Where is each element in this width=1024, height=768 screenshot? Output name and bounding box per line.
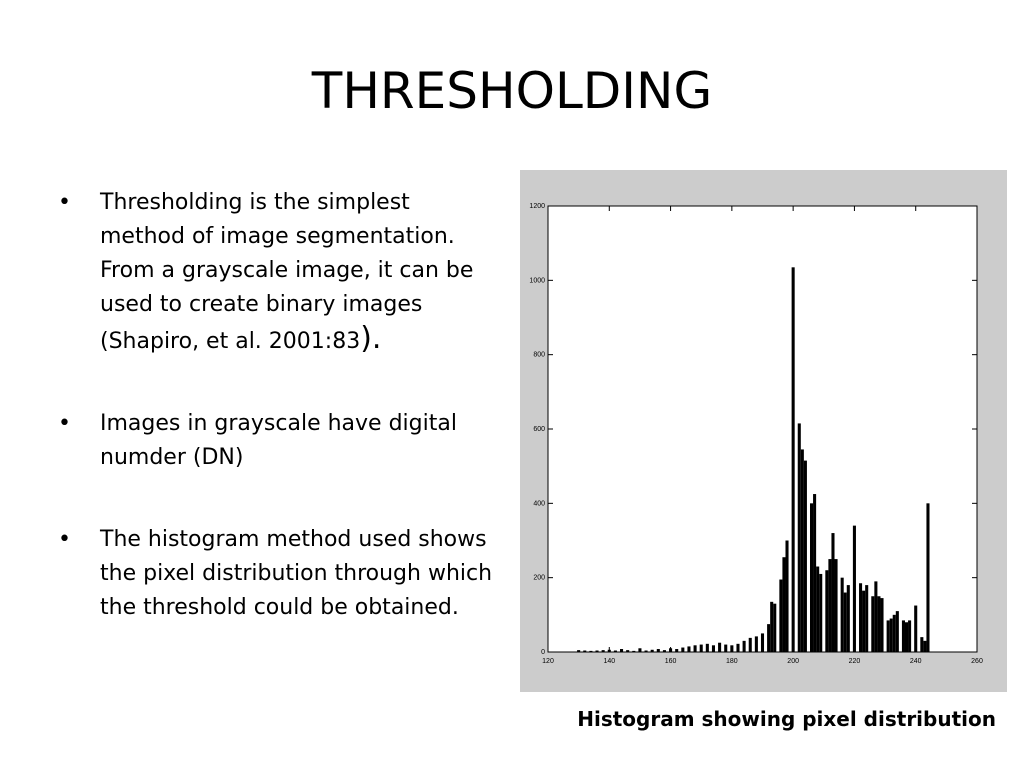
histogram-bar [887, 620, 890, 652]
histogram-bar [841, 578, 844, 652]
histogram-bar [825, 570, 828, 652]
y-tick-label: 600 [533, 426, 545, 433]
histogram-bar [651, 650, 654, 652]
bullet-item-thresholding [58, 186, 498, 359]
histogram-bar [828, 559, 831, 652]
histogram-bar [905, 622, 908, 652]
histogram-bar [712, 645, 715, 652]
y-tick-label: 1000 [529, 277, 545, 285]
figure-caption: Histogram showing pixel distribution [577, 707, 996, 731]
histogram-bar [743, 641, 746, 652]
histogram-bar [755, 636, 758, 652]
histogram-bar [880, 598, 883, 652]
y-tick-label: 0 [541, 649, 545, 656]
histogram-bar [681, 648, 684, 652]
histogram-bar [718, 643, 721, 652]
histogram-bar [694, 645, 697, 652]
histogram-bar [835, 559, 838, 652]
histogram-bar [831, 533, 834, 652]
histogram-bar [844, 593, 847, 652]
bullet-dot: • [58, 527, 71, 552]
histogram-bar [804, 461, 807, 652]
histogram-bar [577, 650, 580, 652]
histogram-bar [908, 620, 911, 652]
histogram-bar [645, 651, 648, 652]
histogram-bar [785, 541, 788, 653]
plot-area [548, 206, 977, 652]
x-tick-label: 220 [848, 658, 861, 665]
histogram-bar [779, 580, 782, 652]
histogram-bar [706, 644, 709, 652]
x-tick-label: 200 [787, 658, 799, 665]
bullet-text: The histogram method used shows the pixel distribution through which the threshold could be obtained. [100, 527, 493, 620]
histogram-bar [602, 650, 605, 652]
y-tick-label: 200 [533, 574, 545, 582]
histogram-bar [614, 651, 617, 652]
bullet-text: Images in grayscale have digital numder (DN) [100, 411, 457, 470]
histogram-bar [853, 526, 856, 652]
bullet-dot: • [58, 190, 71, 215]
histogram-bar [589, 651, 592, 652]
histogram-bar [859, 583, 862, 652]
histogram-bar [926, 503, 929, 652]
histogram-chart [520, 170, 1007, 692]
y-tick-label: 800 [533, 351, 545, 359]
y-tick-label: 400 [533, 500, 545, 508]
y-tick-label: 1200 [529, 203, 545, 210]
histogram-bar [877, 596, 880, 652]
histogram-bar [632, 651, 635, 652]
histogram-bar [749, 638, 752, 652]
x-tick-label: 140 [603, 658, 616, 665]
histogram-bar [923, 641, 926, 652]
x-tick-label: 120 [542, 658, 554, 665]
bullet-text: Thresholding is the simplest method of image segmentation. From a grayscale image, it can be used to create binary images (Shapiro, et al. 2001:83 [100, 190, 474, 354]
histogram-bar [767, 624, 770, 652]
histogram-bar [902, 620, 905, 652]
histogram-bar [813, 494, 816, 652]
histogram-bar [782, 557, 785, 652]
histogram-bar [810, 503, 813, 652]
x-tick-label: 260 [971, 658, 983, 665]
histogram-bar [773, 604, 776, 652]
slide-title: THRESHOLDING [311, 62, 713, 120]
histogram-bar [663, 650, 666, 652]
x-tick-label: 180 [726, 658, 738, 665]
histogram-bar [700, 645, 703, 652]
bullet-list [58, 186, 498, 673]
histogram-bar [914, 606, 917, 652]
bullet-item-grayscale [58, 407, 498, 475]
histogram-bar [724, 645, 727, 652]
bullet-dot: • [58, 411, 71, 436]
histogram-bar [896, 611, 899, 652]
histogram-bar [761, 633, 764, 652]
x-tick-label: 240 [909, 658, 922, 665]
histogram-bar [874, 581, 877, 652]
histogram-bar [920, 637, 923, 652]
histogram-bar [638, 648, 641, 652]
histogram-bar [736, 644, 739, 652]
histogram-bar [816, 567, 819, 652]
histogram-bar [862, 591, 865, 652]
histogram-bar [871, 596, 874, 652]
bullet-item-histogram [58, 523, 498, 625]
histogram-bar [595, 651, 598, 652]
histogram-bar [792, 267, 795, 652]
histogram-bar [893, 615, 896, 652]
histogram-bar [890, 619, 893, 652]
histogram-bar [687, 646, 690, 652]
x-tick-label: 160 [664, 658, 677, 665]
histogram-bar [847, 585, 850, 652]
bullet-text-tail: ). [360, 321, 382, 356]
histogram-bar [583, 651, 586, 652]
histogram-bar [620, 649, 623, 652]
histogram-bar [819, 574, 822, 652]
histogram-bar [626, 650, 629, 652]
histogram-figure [520, 170, 1007, 692]
histogram-bar [657, 649, 660, 652]
histogram-bar [865, 585, 868, 652]
histogram-bar [770, 602, 773, 652]
histogram-bar [798, 423, 801, 652]
histogram-bar [801, 449, 804, 652]
histogram-bar [675, 649, 678, 652]
